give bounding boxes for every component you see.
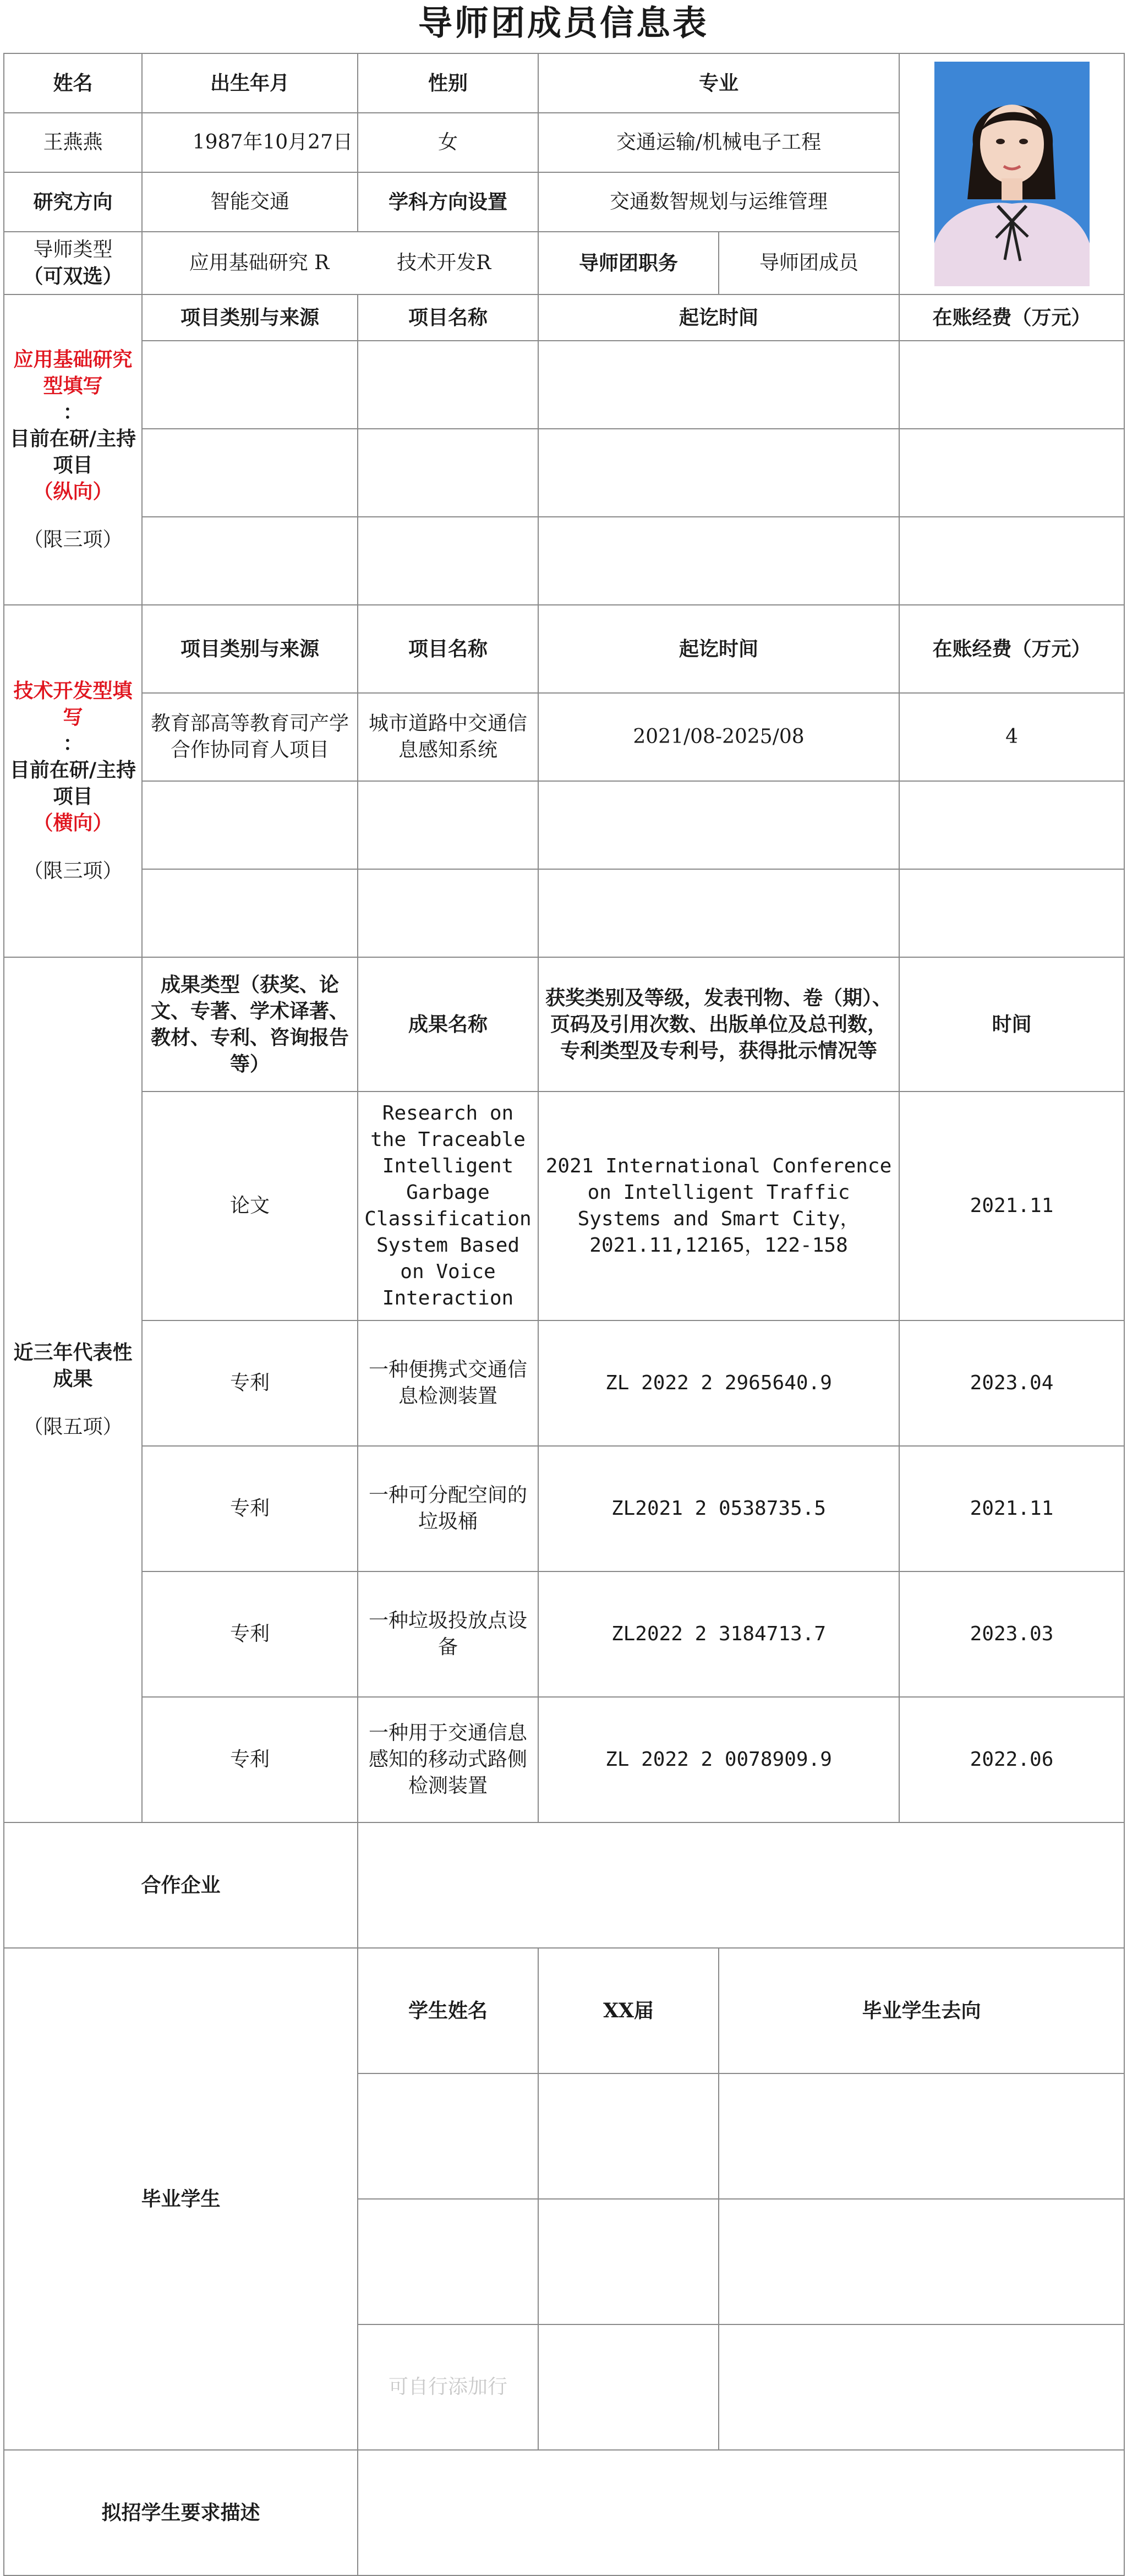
tech-project-source: 教育部高等教育司产学合作协同育人项目: [142, 693, 358, 781]
team-role-label: 导师团职务: [538, 232, 719, 294]
requirements-value[interactable]: [358, 2450, 1124, 2575]
achievements-label-text: 近三年代表性成果: [13, 1341, 133, 1390]
achievement-time: 2022.06: [899, 1697, 1124, 1822]
achievement-row: [4, 1446, 1124, 1571]
basic-limit: （限三项）: [23, 528, 123, 551]
discipline-value: 交通数智规划与运维管理: [538, 172, 899, 232]
achievement-time: 2023.03: [899, 1571, 1124, 1697]
add-row-hint: 可自行添加行: [358, 2324, 538, 2450]
mentor-type-option-basic: 应用基础研究 R: [189, 252, 330, 274]
header-row-labels: [4, 53, 1124, 113]
gender-value: 女: [358, 113, 538, 172]
mentor-type-label-line1: 导师类型: [33, 238, 113, 261]
portrait-photo: [904, 62, 1119, 286]
achievement-detail: 2021 International Conference on Intelligent Traffic Systems and Smart City，2021.11,12165，122-158: [538, 1091, 899, 1320]
tech-project-funds: 4: [899, 693, 1124, 781]
achievement-type: 专利: [142, 1446, 358, 1571]
team-role-value: 导师团成员: [719, 232, 899, 294]
name-label: 姓名: [4, 53, 142, 113]
achievements-col-time: 时间: [899, 957, 1124, 1091]
achievement-time: 2023.04: [899, 1320, 1124, 1446]
achievement-detail: ZL 2022 2 0078909.9: [538, 1697, 899, 1822]
achievements-label: [4, 957, 142, 1822]
photo-cell: [899, 53, 1124, 294]
info-form-table: [3, 53, 1125, 2576]
achievement-type: 专利: [142, 1697, 358, 1822]
research-label: 研究方向: [4, 172, 142, 232]
tech-col-period: 起讫时间: [538, 605, 899, 693]
requirements-label: 拟招学生要求描述: [4, 2450, 358, 2575]
achievement-row: [4, 1091, 1124, 1320]
cooperation-row: [4, 1822, 1124, 1948]
tech-label-red: 技术开发型填写: [13, 679, 133, 729]
basic-col-source: 项目类别与来源: [142, 294, 358, 341]
mentor-type-label-line2: （可双选）: [23, 265, 123, 288]
achievement-type: 论文: [142, 1091, 358, 1320]
tech-projects-header: [4, 605, 1124, 693]
tech-project-period: 2021/08-2025/08: [538, 693, 899, 781]
tech-col-source: 项目类别与来源: [142, 605, 358, 693]
achievements-col-detail: 获奖类别及等级，发表刊物、卷（期）、页码及引用次数、出版单位及总刊数，专利类型及专利号，获得批示情况等: [538, 957, 899, 1091]
achievement-row: [4, 1697, 1124, 1822]
achievement-time: 2021.11: [899, 1446, 1124, 1571]
basic-section-label: 应用基础研究型填写 ： 目前在研/主持项目 （纵向） （限三项）: [4, 294, 142, 605]
achievement-detail: ZL 2022 2 2965640.9: [538, 1320, 899, 1446]
achievement-name: 一种可分配空间的垃圾桶: [358, 1446, 538, 1571]
basic-col-period: 起讫时间: [538, 294, 899, 341]
tech-project-row: [4, 869, 1124, 957]
tech-label-paren: （横向）: [33, 811, 113, 834]
achievements-col-name: 成果名称: [358, 957, 538, 1091]
cooperation-value[interactable]: [358, 1822, 1124, 1948]
achievement-type: 专利: [142, 1571, 358, 1697]
achievement-name: 一种便携式交通信息检测装置: [358, 1320, 538, 1446]
basic-project-row: [4, 341, 1124, 429]
tech-project-row: [4, 693, 1124, 781]
research-value: 智能交通: [142, 172, 358, 232]
graduates-label: 毕业学生: [4, 1948, 358, 2450]
tech-project-name: 城市道路中交通信息感知系统: [358, 693, 538, 781]
achievement-name: Research on the Traceable Intelligent Garbage Classification System Based on Voice Interaction: [358, 1091, 538, 1320]
name-value: 王燕燕: [4, 113, 142, 172]
achievements-limit: （限五项）: [23, 1416, 123, 1438]
achievement-name: 一种用于交通信息感知的移动式路侧检测装置: [358, 1697, 538, 1822]
basic-label-red: 应用基础研究型填写: [13, 348, 133, 397]
birth-value: 1987年10月27日: [142, 113, 358, 172]
tech-section-label: 技术开发型填写 ： 目前在研/主持项目 （横向） （限三项）: [4, 605, 142, 957]
graduates-col-name: 学生姓名: [358, 1948, 538, 2073]
basic-col-name: 项目名称: [358, 294, 538, 341]
basic-project-row: [4, 429, 1124, 517]
achievement-row: [4, 1571, 1124, 1697]
discipline-label: 学科方向设置: [358, 172, 538, 232]
major-label: 专业: [538, 53, 899, 113]
birth-label: 出生年月: [142, 53, 358, 113]
basic-label-paren: （纵向）: [33, 480, 113, 503]
basic-projects-header: [4, 294, 1124, 341]
achievement-detail: ZL2021 2 0538735.5: [538, 1446, 899, 1571]
achievement-name: 一种垃圾投放点设备: [358, 1571, 538, 1697]
graduates-col-class: XX届: [538, 1948, 719, 2073]
portrait-icon: [934, 62, 1090, 286]
tech-col-funds: 在账经费（万元）: [899, 605, 1124, 693]
achievement-time: 2021.11: [899, 1091, 1124, 1320]
requirements-row: [4, 2450, 1124, 2575]
major-value: 交通运输/机械电子工程: [538, 113, 899, 172]
mentor-type-label: [4, 232, 142, 294]
basic-col-funds: 在账经费（万元）: [899, 294, 1124, 341]
mentor-type-option-tech: 技术开发R: [397, 252, 491, 274]
tech-label-line2: 目前在研/主持项目: [9, 758, 136, 808]
achievements-col-type: 成果类型（获奖、论文、专著、学术译著、教材、专利、咨询报告等）: [142, 957, 358, 1091]
graduates-header: [4, 1948, 1124, 2073]
basic-project-row: [4, 517, 1124, 605]
graduates-col-destination: 毕业学生去向: [719, 1948, 1124, 2073]
cooperation-label: 合作企业: [4, 1822, 358, 1948]
achievement-detail: ZL2022 2 3184713.7: [538, 1571, 899, 1697]
tech-project-row: [4, 781, 1124, 869]
page-title: 导师团成员信息表: [418, 3, 709, 43]
mentor-type-options: [142, 232, 538, 294]
tech-col-name: 项目名称: [358, 605, 538, 693]
achievements-header: [4, 957, 1124, 1091]
gender-label: 性别: [358, 53, 538, 113]
achievement-row: [4, 1320, 1124, 1446]
tech-limit: （限三项）: [23, 860, 123, 882]
basic-label-line2: 目前在研/主持项目: [9, 427, 136, 477]
achievement-type: 专利: [142, 1320, 358, 1446]
